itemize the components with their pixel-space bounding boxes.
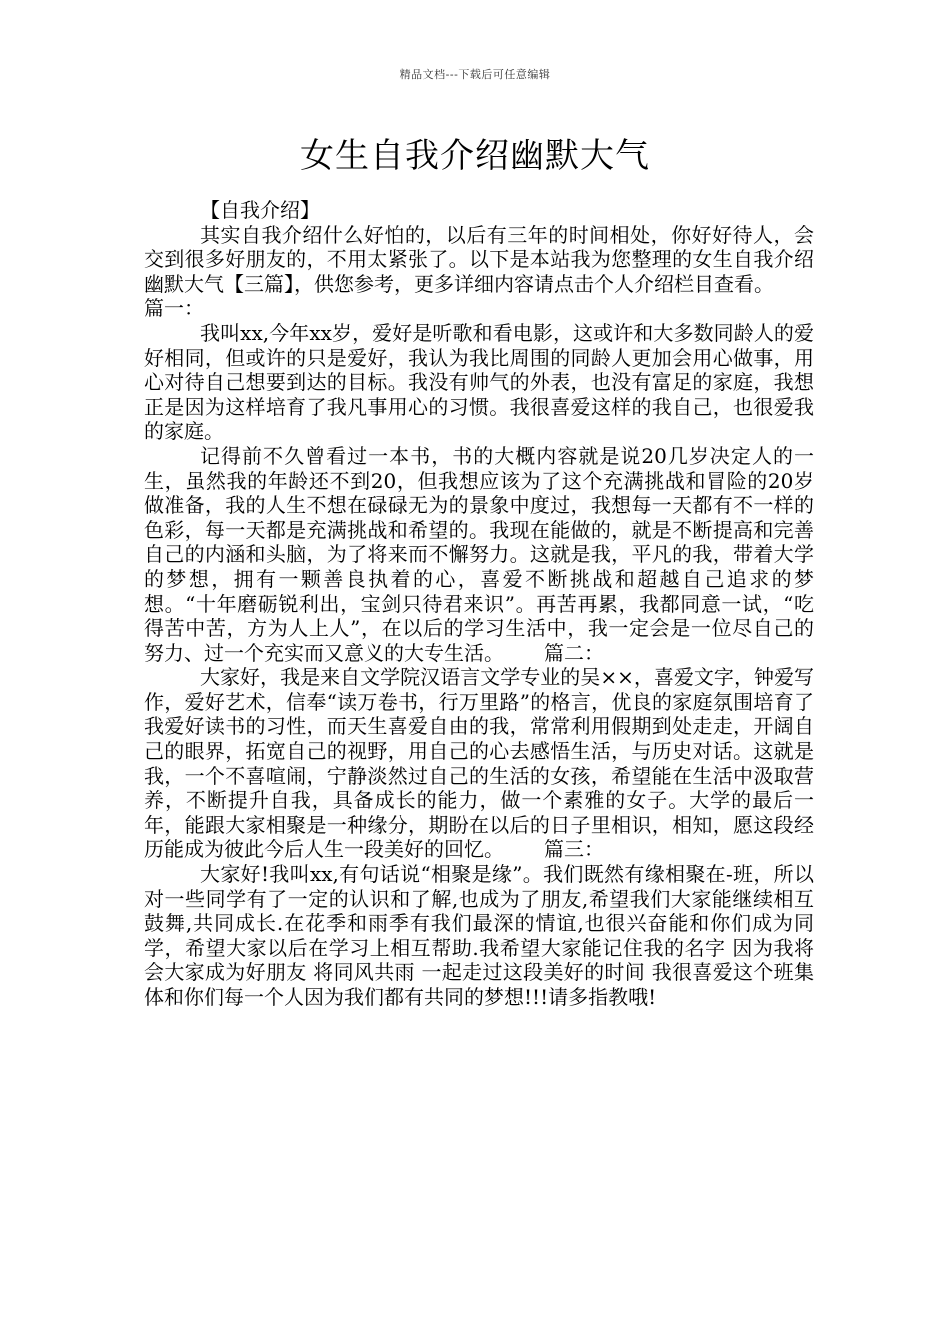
- intro-paragraph: [144, 223, 814, 321]
- page-header: 精品文档---下载后可任意编辑: [399, 68, 551, 81]
- paragraph-3: [144, 665, 814, 862]
- paragraph-2: [144, 444, 814, 665]
- section-label: 【自我介绍】: [200, 198, 320, 222]
- section-marker-1: 篇一：: [144, 296, 204, 321]
- paragraph-2-text: 记得前不久曾看过一本书，书的大概内容就是说20几岁决定人的一生，虽然我的年龄还不到20，但我想应该为了这个充满挑战和冒险的20岁做准备，我的人生不想在碌碌无为的景象中度过，我想每一天都有不一样的色彩，每一天都是充满挑战和希望的。我现在能做的，就是不断提高和完善自己的内涵和头脑，为了将来而不懈努力。这就是我，平凡的我，带着大学的梦想，拥有一颗善良执着的心，喜爱不断挑战和超越自己追求的梦想。“十年磨砺锐利出，宝剑只待君来识”。再苦再累，我都同意一试，“吃得苦中苦，方为人上人”，在以后的学习生活中，我一定会是一位尽自己的努力、过一个充实而又意义的大专生活。: [144, 443, 814, 665]
- paragraph-3-text: 大家好，我是来自文学院汉语言文学专业的吴××，喜爱文字，钟爱写作，爱好艺术，信奉“读万卷书，行万里路”的格言，优良的家庭氛围培育了我爱好读书的习性，而天生喜爱自由的我，常常利用假期到处走走，开阔自己的眼界，拓宽自己的视野，用自己的心去感悟生活，与历史对话。这就是我，一个不喜喧闹，宁静淡然过自己的生活的女孩，希望能在生活中汲取营养，不断提升自我，具备成长的能力，做一个素雅的女子。大学的最后一年，能跟大家相聚是一种缘分，期盼在以后的日子里相识，相知，愿这段经历能成为彼此今后人生一段美好的回忆。: [144, 665, 814, 862]
- paragraph-1: 我叫xx,今年xx岁，爱好是听歌和看电影，这或许和大多数同龄人的爱好相同，但或许的只是爱好，我认为我比周围的同龄人更加会用心做事，用心对待自己想要到达的目标。我没有帅气的外表，也没有富足的家庭，我想正是因为这样培育了我凡事用心的习惯。我很喜爱这样的我自己，也很爱我的家庭。: [144, 320, 814, 444]
- intro-text: 其实自我介绍什么好怕的，以后有三年的时间相处，你好好待人，会交到很多好朋友的，不用太紧张了。以下是本站我为您整理的女生自我介绍幽默大气【三篇】，供您参考，更多详细内容请点击个人介绍栏目查看。: [144, 222, 814, 296]
- section-marker-3: 篇三：: [544, 837, 604, 862]
- section-marker-2: 篇二：: [544, 640, 604, 665]
- paragraph-4: 大家好!我叫xx,有句话说“相聚是缘”。我们既然有缘相聚在-班，所以对一些同学有了一定的认识和了解,也成为了朋友,希望我们大家能继续相互鼓舞,共同成长.在花季和雨季有我们最深的情谊,也很兴奋能和你们成为同学，希望大家以后在学习上相互帮助.我希望大家能记住我的名字 因为我将会大家成为好朋友 将同风共雨 一起走过这段美好的时间 我很喜爱这个班集体和你们每一个人因为我们都有共同的梦想!!!请多指教哦!: [144, 862, 814, 1009]
- document-body: [144, 198, 814, 1010]
- document-title: 女生自我介绍幽默大气: [300, 136, 650, 176]
